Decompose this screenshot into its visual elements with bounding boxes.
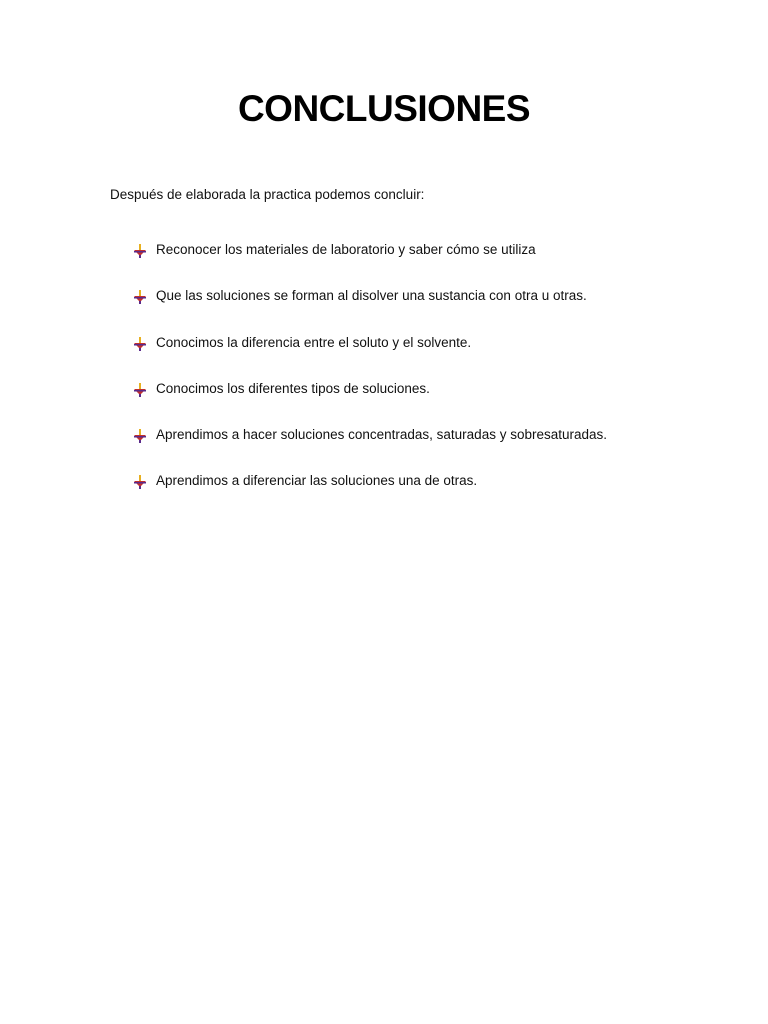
page-title: CONCLUSIONES: [237, 88, 531, 129]
list-item-text: Conocimos la diferencia entre el soluto y el solvente.: [156, 334, 472, 350]
arrow-down-bullet-icon: [133, 428, 147, 444]
arrow-down-bullet-icon: [133, 336, 147, 352]
list-item: [133, 287, 607, 333]
list-item: [133, 472, 607, 518]
list-item-text: Que las soluciones se forman al disolver una sustancia con otra u otras.: [156, 288, 587, 304]
conclusions-list: [133, 241, 607, 519]
list-item-text: Aprendimos a hacer soluciones concentradas, saturadas y sobresaturadas.: [156, 427, 608, 443]
arrow-down-bullet-icon: [133, 382, 147, 398]
list-item-text: Conocimos los diferentes tipos de soluciones.: [156, 380, 430, 396]
list-item-text: Reconocer los materiales de laboratorio y saber cómo se utiliza: [156, 242, 536, 257]
list-item: [133, 334, 607, 380]
arrow-down-bullet-icon: [133, 243, 147, 259]
arrow-down-bullet-icon: [133, 289, 147, 305]
list-item: [133, 380, 607, 426]
list-item: [133, 426, 607, 472]
list-item: [133, 241, 607, 287]
intro-paragraph: Después de elaborada la practica podemos concluir:: [110, 187, 425, 202]
list-item-text: Aprendimos a diferenciar las soluciones una de otras.: [156, 473, 478, 489]
arrow-down-bullet-icon: [133, 474, 147, 490]
